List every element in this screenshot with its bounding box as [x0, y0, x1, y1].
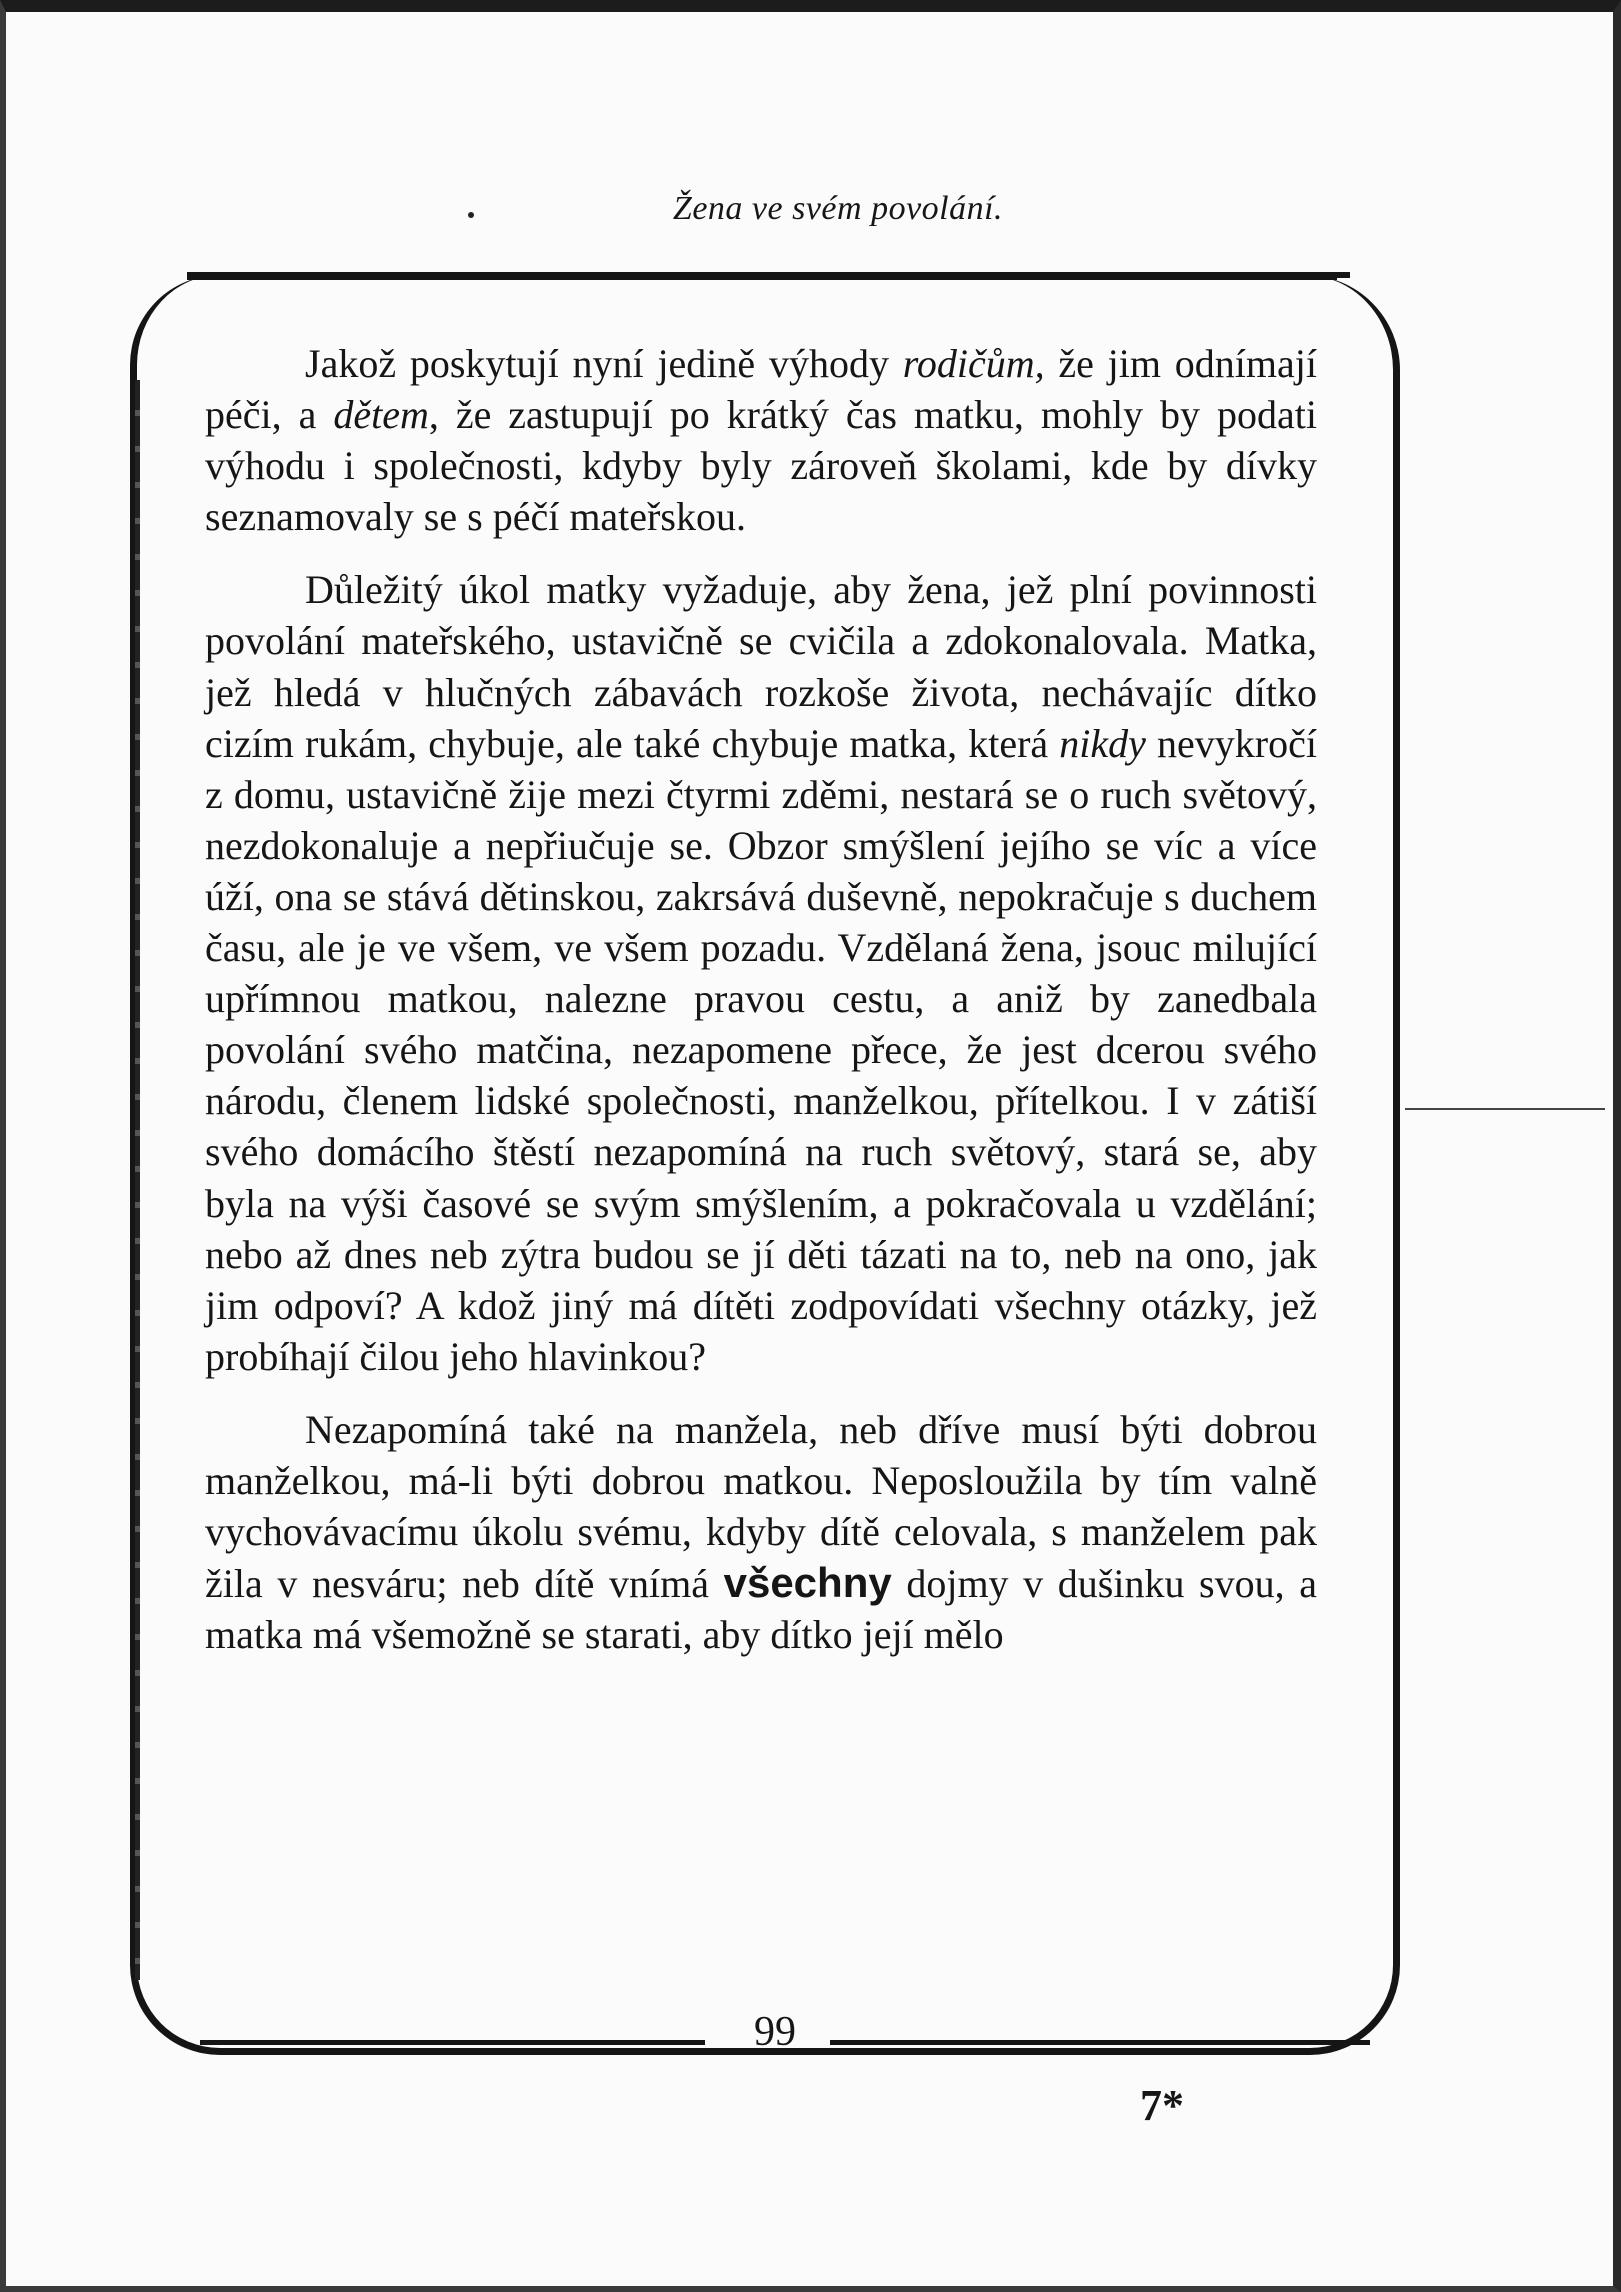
margin-mark: [1405, 1108, 1605, 1110]
folio-row: [190, 2008, 1370, 2068]
paragraph-3-segment: Nezapomíná také na manžela, neb dříve musí býti dobrou manželkou, má-li býti dobrou matkou. Neposloužila by tím valně vychovávacímu úkolu svému, kdyby dítě celovala, s manželem pak žila v nesváru; neb dítě vnímá: [205, 1406, 1317, 1607]
left-border-rule: [135, 380, 140, 1980]
paragraph-1-segment: že jim odnímají péči, a: [205, 341, 1317, 438]
folio-rule-left: [200, 2040, 705, 2045]
paragraph-2-emphasis: nikdy: [1059, 720, 1146, 766]
signature-mark: 7*: [1140, 2081, 1184, 2130]
paragraph-3: [205, 1404, 1317, 1660]
paragraph-1-emphasis: dětem: [333, 392, 429, 438]
page-number: 99: [754, 2009, 796, 2055]
paragraph-2-segment: nevykročí z domu, ustavičně žije mezi čtyrmi zděmi, nestará se o ruch světový, nezdokonaluje a nepřiučuje se. Obzor smýšlení jejího se víc a více úží, ona se stává dětinskou, zakrsává duševně, nepokračuje s duchem času, ale je ve všem, ve všem pozadu. Vzdělaná žena, jsouc milující upřímnou matkou, nalezne pravou cestu, a aniž by zanedbala povolání svého matčina, nezapomene přece, že jest dcerou svého národu, členem lidské společnosti, manželkou, přítelkou. I v zátiší svého domácího štěstí nezapomíná na ruch světový, stará se, aby byla na výši časové se svým smýšlením, a pokračovala u vzdělání; nebo až dnes neb zýtra budou se jí děti tázati na to, neb na ono, jak jim odpoví? A kdož jiný má dítěti zodpovídati všechny otázky, jež probíhají čilou jeho hlavinkou?: [205, 720, 1317, 1379]
paragraph-2: [205, 564, 1317, 1382]
paragraph-1-emphasis: rodičům,: [902, 341, 1045, 386]
paragraph-3-emphasis: všechny: [723, 1559, 892, 1607]
paragraph-2-segment: Důležitý úkol matky vyžaduje, aby žena, jež plní povinnosti povolání mateřského, ustavičně se cvičila a zdokonalovala. Matka, jež hledá v hlučných zábavách rozkoše života, nechávajíc dítko cizím rukám, chybuje, ale také chybuje matka, která: [205, 567, 1317, 766]
folio-rule-right: [830, 2040, 1370, 2045]
running-head: Žena ve svém povolání.: [672, 190, 1004, 227]
body-text: [205, 338, 1317, 1660]
paragraph-3-segment: dojmy v dušinku svou, a matka má všemožně se starati, aby dítko její mělo: [205, 1561, 1317, 1658]
paragraph-1-segment: Jakož poskytují nyní jedině výhody: [305, 341, 903, 386]
paragraph-1-segment: , že zastupují po krátký čas matku, mohly by podati výhodu i společnosti, kdyby byly zároveň školami, kde by dívky seznamovaly se s péčí mateřskou.: [205, 392, 1317, 540]
paragraph-1: [205, 338, 1317, 542]
